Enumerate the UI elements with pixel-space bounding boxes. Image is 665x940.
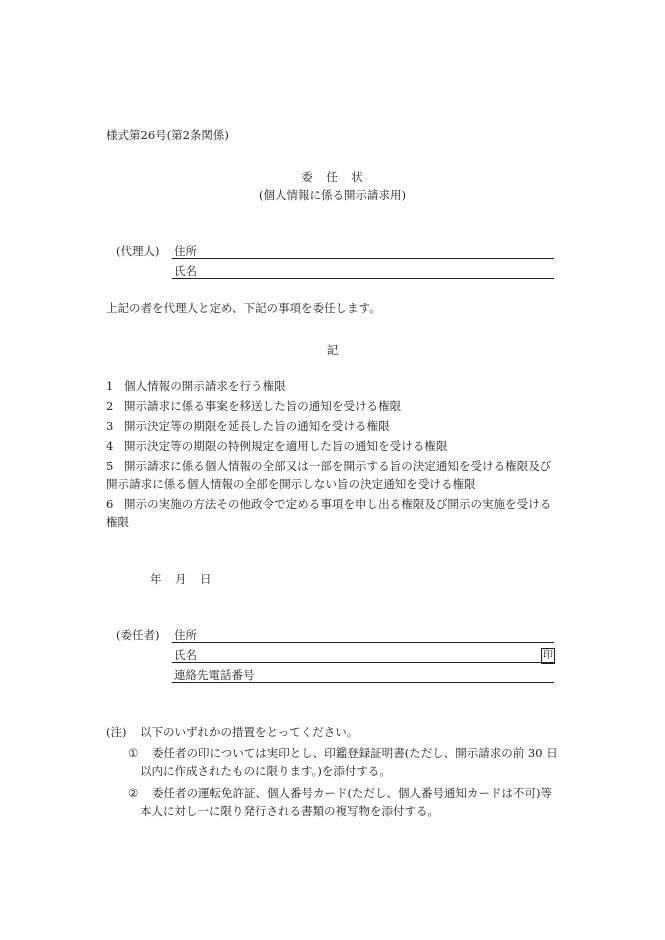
agent-name-line[interactable] <box>172 278 554 279</box>
delegation-statement: 上記の者を代理人と定め、下記の事項を委任します。 <box>106 301 381 315</box>
notes-intro: 以下のいずれかの措置をとってください。 <box>140 725 359 739</box>
item-number: 6 <box>106 497 114 511</box>
agent-name-label: 氏名 <box>174 264 197 278</box>
principal-address-label: 住所 <box>174 628 197 642</box>
note-item <box>128 744 560 780</box>
principal-phone-line[interactable] <box>172 682 554 683</box>
list-item <box>106 437 566 455</box>
item-number: 5 <box>106 459 114 473</box>
item-number: 2 <box>106 399 114 413</box>
note-item <box>128 784 560 820</box>
agent-address-label: 住所 <box>174 244 197 258</box>
date-line[interactable]: 年 月 日 <box>150 572 213 586</box>
principal-name-line[interactable] <box>172 662 554 663</box>
document-title: 委 任 状 <box>301 170 364 184</box>
list-item <box>106 495 566 531</box>
form-number: 様式第26号(第2条関係) <box>106 128 229 142</box>
item-text: 開示請求に係る事案を移送した旨の通知を受ける権限 <box>124 399 402 413</box>
item-text: 開示の実施の方法その他政令で定める事項を申し出る権限及び開示の実施を受ける権限 <box>106 497 552 529</box>
agent-label: (代理人) <box>116 244 160 258</box>
note-number: ② <box>128 786 139 800</box>
item-number: 1 <box>106 379 114 393</box>
principal-phone-label: 連絡先電話番号 <box>174 668 255 682</box>
item-number: 3 <box>106 419 114 433</box>
agent-address-line[interactable] <box>172 258 554 259</box>
principal-label: (委任者) <box>116 628 160 642</box>
list-item <box>106 397 566 415</box>
item-text: 開示決定等の期限の特例規定を適用した旨の通知を受ける権限 <box>124 439 448 453</box>
item-text: 開示決定等の期限を延長した旨の通知を受ける権限 <box>124 419 390 433</box>
seal-mark: 印 <box>541 648 555 664</box>
principal-address-line[interactable] <box>172 642 554 643</box>
item-text: 個人情報の開示請求を行う権限 <box>124 379 286 393</box>
document-subtitle: (個人情報に係る開示請求用) <box>259 188 406 202</box>
notes-label: (注) <box>106 725 127 739</box>
note-text: 委任者の印については実印とし、印鑑登録証明書(ただし、開示請求の前 30 日以内に作成されたものに限ります。)を添付する。 <box>140 746 558 778</box>
note-text: 委任者の運転免許証、個人番号カード(ただし、個人番号通知カードは不可)等本人に対し一に限り発行される書類の複写物を添付する。 <box>140 786 552 818</box>
note-number: ① <box>128 746 139 760</box>
item-number: 4 <box>106 439 114 453</box>
list-item <box>106 457 566 493</box>
record-heading: 記 <box>326 343 339 357</box>
list-item <box>106 377 566 395</box>
principal-name-label: 氏名 <box>174 648 197 662</box>
item-text: 開示請求に係る個人情報の全部又は一部を開示する旨の決定通知を受ける権限及び開示請求に係る個人情報の全部を開示しない旨の決定通知を受ける権限 <box>106 459 552 491</box>
list-item <box>106 417 566 435</box>
